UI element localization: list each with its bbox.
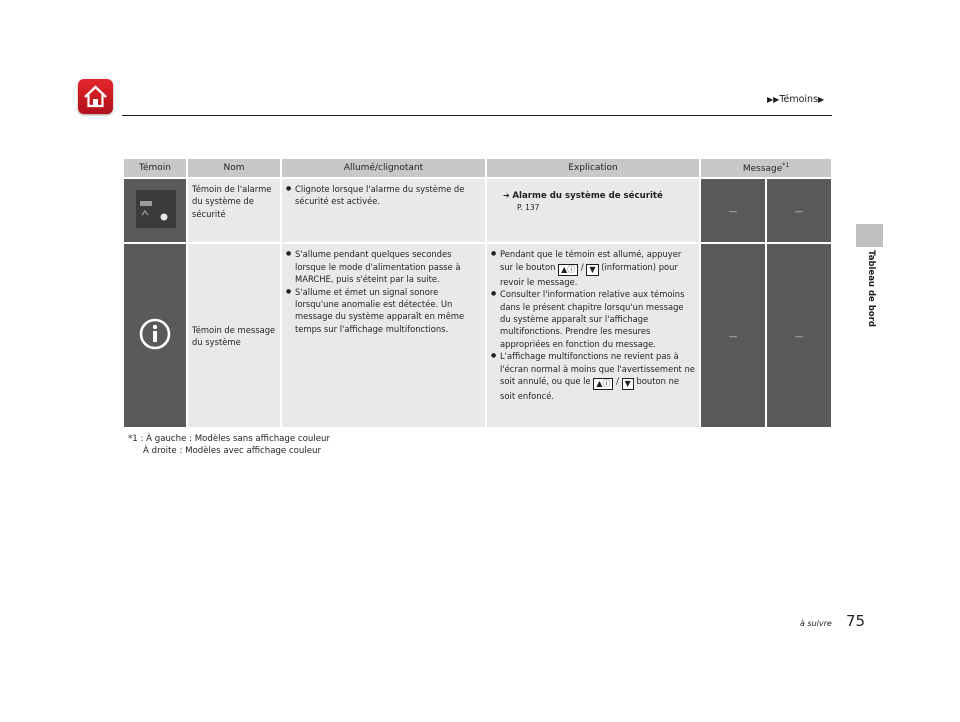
- col-header: Témoin: [124, 159, 186, 177]
- section-label: Tableau de bord: [866, 250, 876, 327]
- breadcrumb-arrow-icon: ▶▶: [767, 95, 780, 104]
- table-row: [124, 179, 831, 242]
- security-alarm-icon: [124, 179, 186, 239]
- list-item: ● Consulter l'information relative aux témoins dans le présent chapitre lorsqu'un message du système apparaît sur l'affichage multifonctions. Prendre les mesures appropriées en fonction du message.: [491, 288, 695, 350]
- col-header: Explication: [487, 159, 699, 177]
- section-tab[interactable]: [856, 224, 883, 247]
- down-button-icon: ▼: [586, 264, 598, 276]
- home-button[interactable]: [78, 79, 113, 114]
- footnote: *1 : À gauche : Modèles sans affichage couleur À droite : Modèles avec affichage couleur: [128, 434, 330, 456]
- list-item: ● S'allume pendant quelques secondes lorsque le mode d'alimentation passe à MARCHE, puis s'éteint par la suite.: [286, 248, 481, 285]
- breadcrumb[interactable]: ▶▶Témoins▶: [767, 94, 825, 105]
- col-header: Allumé/clignotant: [282, 159, 485, 177]
- list-item: ● L'affichage multifonctions ne revient pas à l'écran normal à moins que l'avertissement ne soit annulé, ou que le ▲ⓘ / ▼ bouton ne soit enfoncé.: [491, 350, 695, 402]
- message-right: —: [767, 244, 831, 427]
- down-button-icon: ▼: [622, 378, 634, 390]
- indicator-table: [122, 157, 833, 429]
- info-up-button-icon: ▲ⓘ: [593, 378, 613, 390]
- indicator-icon-cell: [124, 244, 186, 427]
- table-header-row: [124, 159, 831, 177]
- table-row: [124, 244, 831, 427]
- indicator-name: Témoin de l'alarme du système de sécurité: [188, 179, 280, 242]
- header-rule: [122, 115, 832, 116]
- col-header: Nom: [188, 159, 280, 177]
- list-item: ● Clignote lorsque l'alarme du système de sécurité est activée.: [286, 183, 481, 208]
- col-header: Message$^{*1}$: [701, 159, 831, 177]
- list-item: ● Pendant que le témoin est allumé, appuyer sur le bouton ▲ⓘ / ▼ (information) pour revoir le message.: [491, 248, 695, 288]
- cross-reference-link[interactable]: ➔ Alarme du système de sécurité P. 137: [491, 189, 695, 215]
- message-right: —: [767, 179, 831, 242]
- reference-page: P. 137: [517, 203, 540, 213]
- home-icon: [82, 83, 109, 110]
- page-number: 75: [846, 612, 866, 630]
- information-icon: [124, 304, 186, 364]
- breadcrumb-arrow-icon: ▶: [818, 95, 825, 104]
- info-up-button-icon: ▲ⓘ: [558, 264, 578, 276]
- indicator-name: Témoin de message du système: [188, 244, 280, 427]
- reference-arrow-icon: ➔: [503, 191, 510, 200]
- message-left: —: [701, 179, 765, 242]
- indicator-icon-cell: [124, 179, 186, 242]
- continue-label: à suivre: [800, 619, 832, 628]
- list-item: ● S'allume et émet un signal sonore lorsqu'une anomalie est détectée. Un message du système apparaît en même temps sur l'affichage multifonctions.: [286, 286, 481, 336]
- message-left: —: [701, 244, 765, 427]
